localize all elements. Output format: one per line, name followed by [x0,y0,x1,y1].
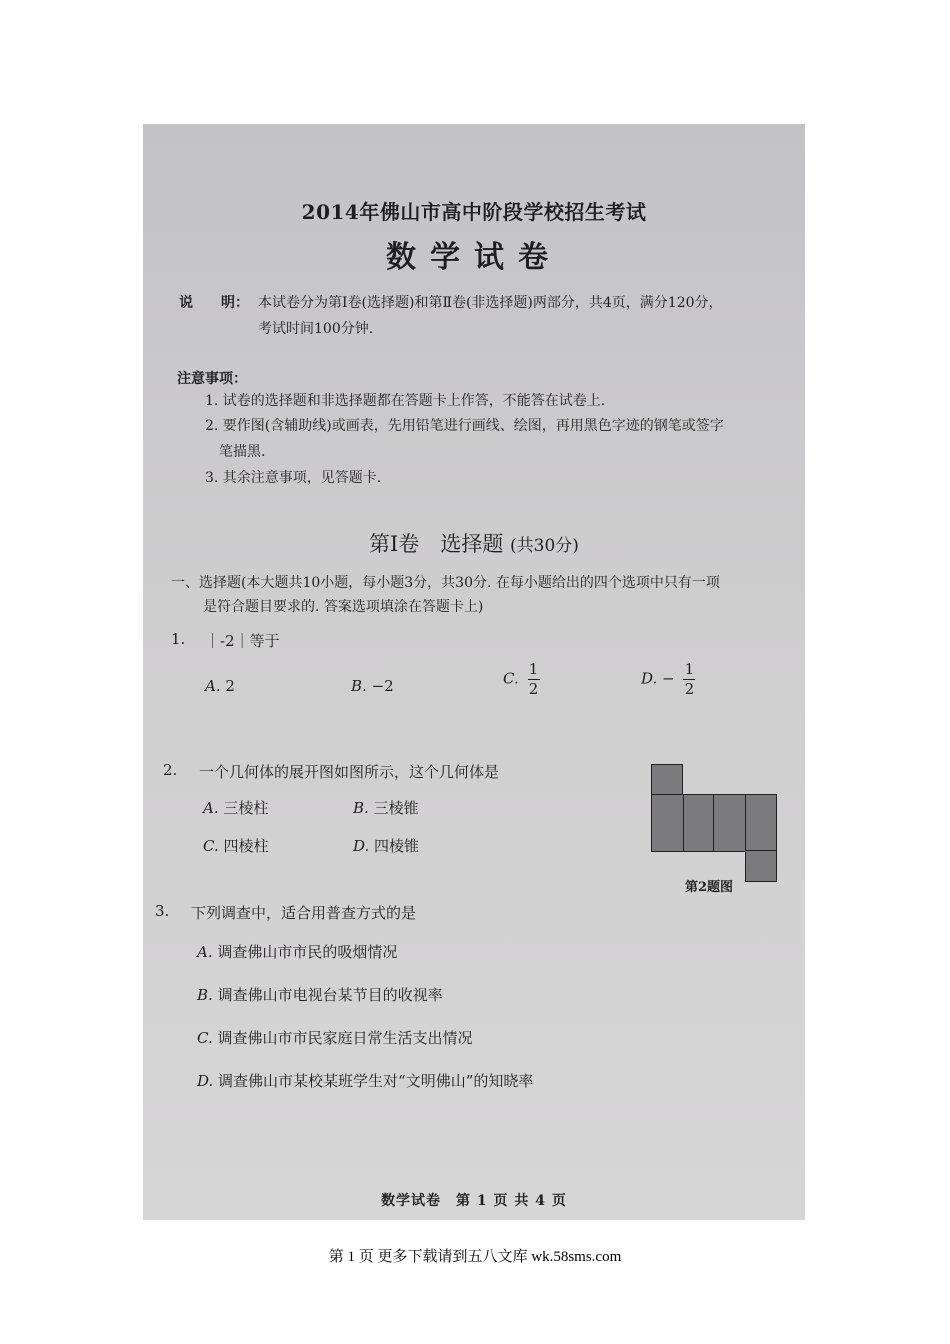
option-letter: B. [353,799,369,817]
option-text: −2 [371,677,394,695]
question-3-option-b [197,984,443,1005]
net-face [651,794,685,852]
option-text: 四棱柱 [223,837,269,855]
question-2-option-b [353,797,419,818]
note-item: 笔描黑. [219,444,266,460]
option-text: 调查佛山市市民家庭日常生活支出情况 [217,1029,473,1047]
option-text: 2 [225,677,235,695]
exam-page-photo [143,124,805,1220]
section-points: (共30分) [510,536,579,556]
fraction [683,662,695,697]
option-letter: B. [197,986,213,1004]
option-letter: A. [203,799,219,817]
question-1-option-c [503,662,540,697]
option-letter: C. [503,669,519,688]
option-text: 调查佛山市某校某班学生对“文明佛山”的知晓率 [218,1072,534,1090]
option-letter: D. [641,669,658,688]
question-3-option-c [197,1027,473,1048]
option-text: 四棱锥 [374,837,420,855]
figure-caption: 第2题图 [685,880,734,895]
question-2-option-c [203,835,269,856]
minus-sign: − [662,669,675,688]
option-letter: B. [351,677,367,695]
question-3-option-d [197,1070,533,1091]
instructions-line-2: 考试时间100分钟. [258,321,374,337]
question-1-option-a [205,677,235,695]
section-title: 第Ⅰ卷 选择题 [369,532,504,556]
note-item: 2. 要作图(含辅助线)或画表，先用铅笔进行画线、绘图，再用黑色字迹的钢笔或签字 [205,418,724,434]
option-text: 三棱柱 [223,799,269,817]
numerator: 1 [528,660,539,678]
note-item: 1. 试卷的选择题和非选择题都在答题卡上作答，不能答在试卷上. [205,393,606,409]
part-instructions-line-2: 是符合题目要求的. 答案选项填涂在答题卡上) [203,599,484,615]
question-2-number: 2. [163,761,178,779]
notes-label: 注意事项： [177,371,247,387]
net-face [713,794,747,852]
denominator: 2 [528,680,539,698]
net-face [745,850,777,882]
question-3-stem: 下列调查中，适合用普查方式的是 [191,904,417,922]
question-1-option-d [641,662,695,697]
option-letter: C. [203,837,219,855]
exam-subject: 数学试卷 [386,240,562,275]
question-2-option-a [203,797,268,818]
question-1-option-b [351,677,394,695]
question-3-number: 3. [155,902,170,920]
instructions-line-1: 本试卷分为第Ⅰ卷(选择题)和第Ⅱ卷(非选择题)两部分，共4页，满分120分， [258,295,723,311]
option-letter: D. [353,837,370,855]
net-face [683,794,715,852]
question-3-option-a [197,941,397,962]
numerator: 1 [684,660,695,678]
option-text: 调查佛山市电视台某节目的收视率 [217,986,443,1004]
option-text: 调查佛山市市民的吸烟情况 [217,943,398,961]
net-face [745,794,777,852]
exam-title: 2014年佛山市高中阶段学校招生考试 [301,200,647,224]
question-1-stem: ｜-2｜等于 [205,632,280,650]
question-1-number: 1. [171,630,186,648]
fraction [528,662,540,697]
denominator: 2 [684,680,695,698]
option-letter: A. [197,943,213,961]
option-letter: C. [197,1029,213,1047]
part-instructions-line-1: 一、选择题(本大题共10小题，每小题3分，共30分. 在每小题给出的四个选项中只有一项 [171,575,720,591]
prism-net-figure [651,764,783,884]
question-2-stem: 一个几何体的展开图如图所示，这个几何体是 [199,763,500,781]
site-footer: 第 1 页 更多下载请到五八文库 wk.58sms.com [328,1249,622,1265]
section-heading [143,528,805,558]
instructions-label: 说 明： [179,295,249,311]
option-letter: D. [197,1072,214,1090]
question-2-option-d [353,835,419,856]
option-text: 三棱锥 [373,799,419,817]
net-face [651,764,683,796]
note-item: 3. 其余注意事项，见答题卡. [205,470,382,486]
exam-page-footer: 数学试卷 第 1 页 共 4 页 [381,1193,567,1209]
option-letter: A. [205,677,221,695]
